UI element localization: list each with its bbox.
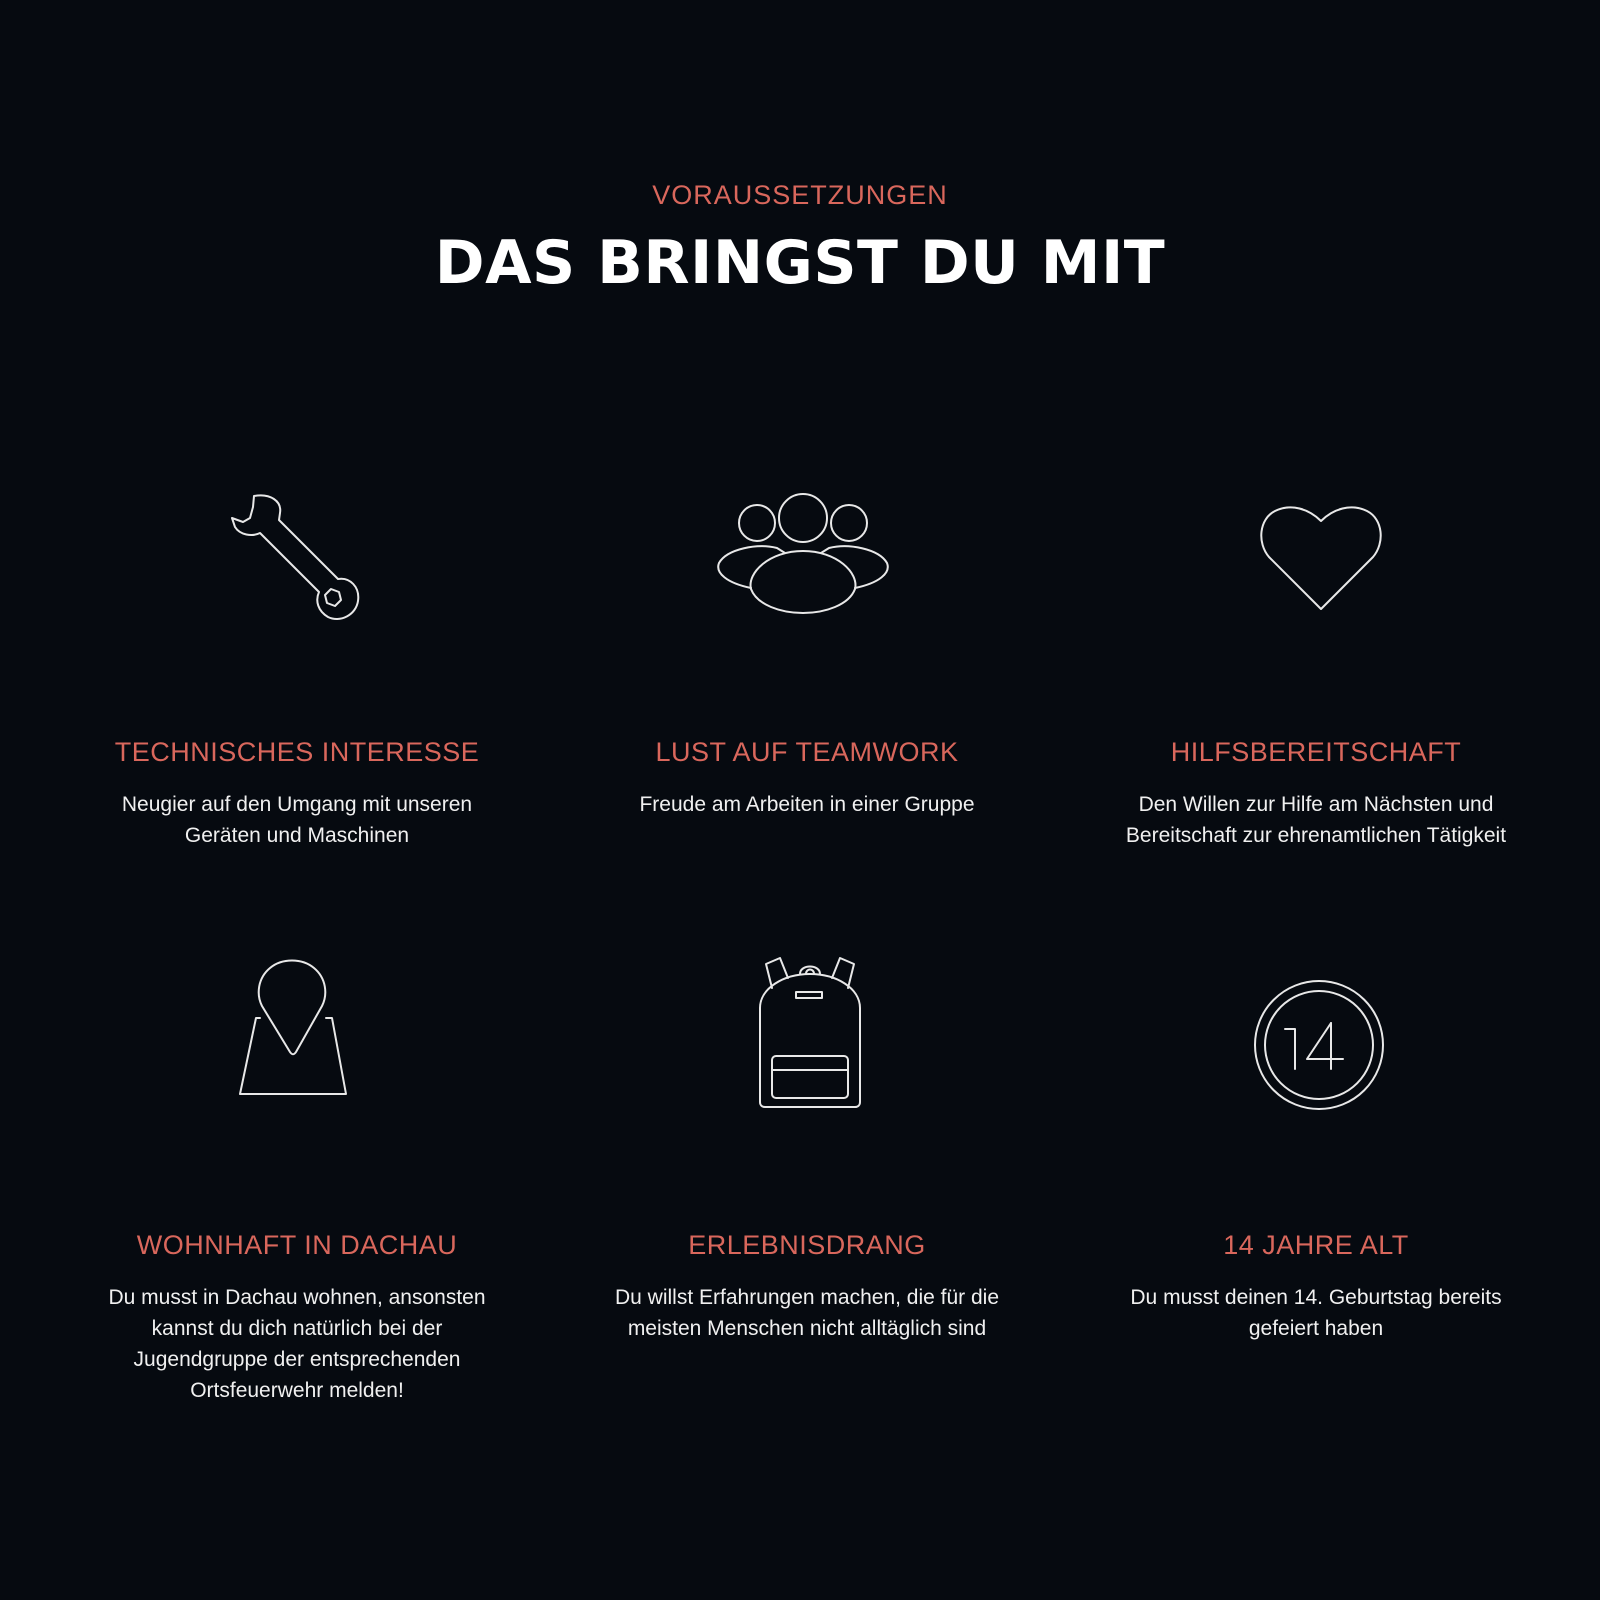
group-icon [557, 468, 1057, 648]
description-line: Den Willen zur Hilfe am Nächsten und [1138, 793, 1494, 816]
heart-icon [1066, 468, 1566, 648]
wrench-icon [47, 468, 547, 648]
requirement-description [47, 789, 547, 851]
requirement-description [47, 1282, 547, 1406]
requirement-description [557, 789, 1057, 820]
requirement-description [557, 1282, 1057, 1344]
description-line: meisten Menschen nicht alltäglich sind [627, 1317, 987, 1340]
section-title: DAS BRINGST DU MIT [434, 228, 1166, 298]
requirement-title: 14 JAHRE ALT [1223, 1230, 1409, 1260]
requirement-title: LUST AUF TEAMWORK [655, 737, 959, 767]
description-line: kannst du dich natürlich bei der [151, 1317, 443, 1340]
description-line: Bereitschaft zur ehrenamtlichen Tätigkeit [1125, 824, 1507, 847]
age-14-icon [1066, 955, 1566, 1135]
map-pin-icon [47, 935, 547, 1115]
description-line: Ortsfeuerwehr melden! [190, 1379, 404, 1402]
description-line: Du musst in Dachau wohnen, ansonsten [108, 1286, 486, 1309]
requirement-description [1066, 789, 1566, 851]
requirement-title: WOHNHAFT IN DACHAU [136, 1230, 458, 1260]
requirement-description [1066, 1282, 1566, 1344]
section-eyebrow: VORAUSSETZUNGEN [652, 180, 948, 210]
requirement-title: TECHNISCHES INTERESSE [114, 737, 480, 767]
description-line: Du willst Erfahrungen machen, die für die [614, 1286, 1000, 1309]
backpack-icon [557, 960, 1057, 1140]
requirement-title: ERLEBNISDRANG [688, 1230, 926, 1260]
description-line: Neugier auf den Umgang mit unseren [121, 793, 473, 816]
requirement-title: HILFSBEREITSCHAFT [1170, 737, 1462, 767]
description-line: Freude am Arbeiten in einer Gruppe [639, 793, 975, 816]
description-line: gefeiert haben [1248, 1317, 1384, 1340]
description-line: Du musst deinen 14. Geburtstag bereits [1130, 1286, 1502, 1309]
description-line: Geräten und Maschinen [184, 824, 410, 847]
description-line: Jugendgruppe der entsprechenden [133, 1348, 461, 1371]
